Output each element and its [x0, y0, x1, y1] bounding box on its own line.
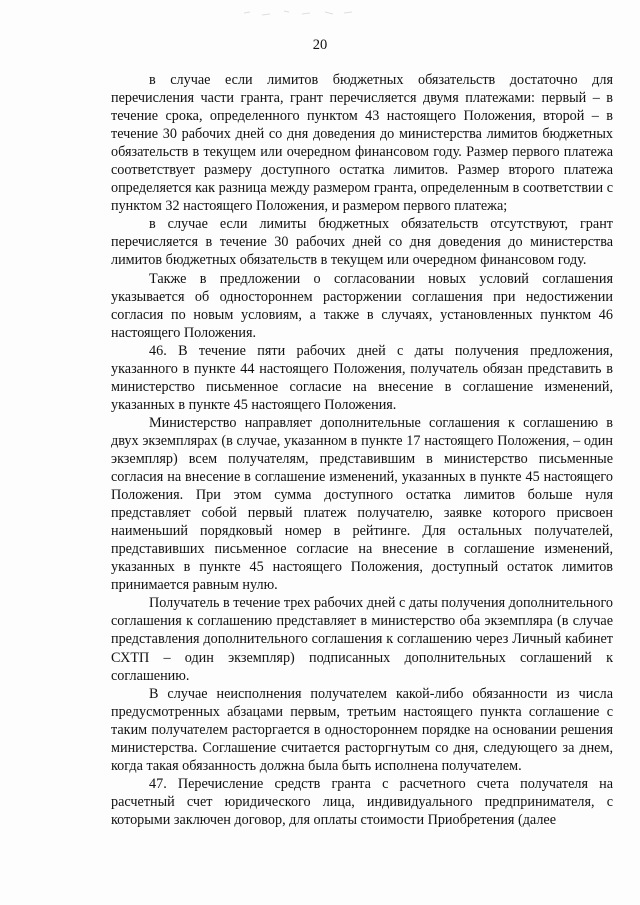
paragraph: Получатель в течение трех рабочих дней с даты получения дополнительного соглашения к соглашению представляет в министерство оба экземпляра (в случае представления дополнительного соглашения к соглашению через Личный кабинет СХТП – один экземпляр) подписанных дополнительных соглашений к соглашению. — [111, 595, 614, 684]
paragraph: в случае если лимитов бюджетных обязательств достаточно для перечисления части гранта, грант перечисляется двумя платежами: первый – в течение срока, определенного пунктом 43 настоящего Положения, второй – в течение 30 рабочих дней со дня доведения до министерства лимитов бюджетных обязательств в текущем или очередном финансовом году. Размер первого платежа соответствует размеру доступного остатка лимитов. Размер второго платежа определяется как разница между размером гранта, определенным в соответствии с пунктом 32 настоящего Положения, и размером первого платежа; — [111, 72, 613, 215]
scan-artifact — [240, 6, 360, 20]
page-number: 20 — [312, 37, 328, 53]
body-text — [111, 71, 613, 829]
paragraph: В случае неисполнения получателем какой-либо обязанности из числа предусмотренных абзацами первым, третьим настоящего пункта соглашение с таким получателем расторгается в одностороннем порядке на основании решения министерства. Соглашение считается расторгнутым со дня, следующего за днем, когда такая обязанность должна была быть исполнена получателем. — [111, 685, 613, 774]
paragraph: в случае если лимиты бюджетных обязательств отсутствуют, грант перечисляется в течение 30 рабочих дней со дня доведения до министерства лимитов бюджетных обязательств в текущем или очередном финансовом году. — [111, 216, 613, 269]
paragraph: Министерство направляет дополнительные соглашения к соглашению в двух экземплярах (в случае, указанном в пункте 17 настоящего Положения, – один экземпляр) всем получателям, представившим в министерство письменные согласия на внесение в соглашение изменений, указанных в пункте 45 настоящего Положения. При этом сумма доступного остатка лимитов больше нуля представляет собой первый платеж получателю, заявке которого присвоен наименьший порядковый номер в рейтинге. Для остальных получателей, представивших письменное согласие на внесение в соглашение изменений, указанных в пункте 45 настоящего Положения, доступный остаток лимитов принимается равным нулю. — [111, 414, 613, 594]
paragraph: 46. В течение пяти рабочих дней с даты получения предложения, указанного в пункте 44 настоящего Положения, получатель обязан представить в министерство письменное согласие на внесение в соглашение изменений, указанных в пункте 45 настоящего Положения. — [111, 342, 613, 413]
paragraph: 47. Перечисление средств гранта с расчетного счета получателя на расчетный счет юридического лица, индивидуального предпринимателя, с которыми заключен договор, для оплаты стоимости Приобретения (далее — [111, 775, 613, 828]
paragraph: Также в предложении о согласовании новых условий соглашения указывается об одностороннем расторжении соглашения при недостижении согласия по новым условиям, а также в случаях, установленных пунктом 46 настоящего Положения. — [111, 270, 613, 341]
